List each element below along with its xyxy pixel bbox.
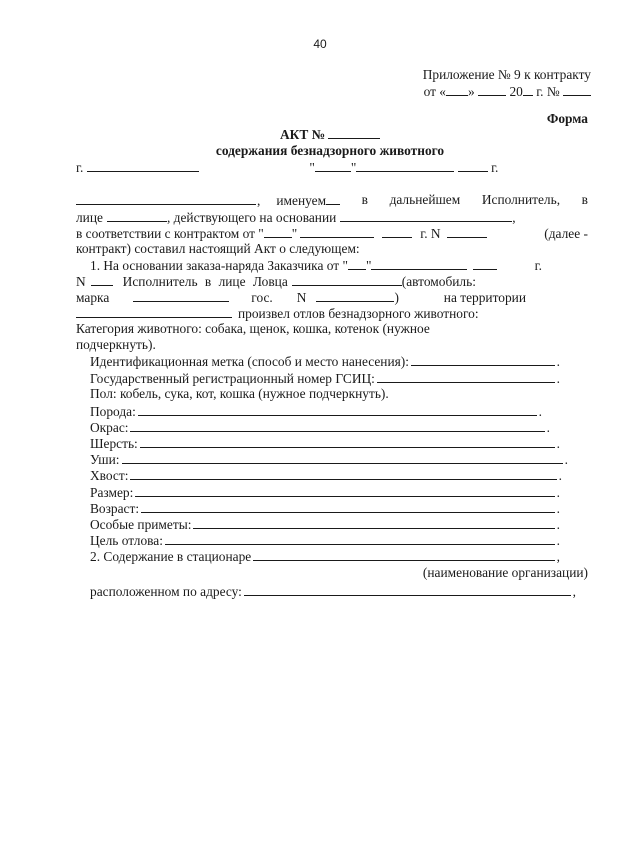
contract-day-blank[interactable]	[264, 225, 292, 238]
date-day-blank[interactable]	[315, 159, 351, 172]
act-title-text: АКТ №	[280, 127, 326, 142]
field-size-dot: .	[556, 485, 560, 500]
caught-text: произвел отлов безнадзорного животного:	[238, 306, 479, 321]
age-blank[interactable]	[141, 500, 555, 513]
intro-comma: ,	[257, 193, 261, 208]
date-quote-close: "	[350, 160, 357, 175]
reg-number-blank[interactable]	[377, 370, 555, 383]
organization-hint: (наименование организации)	[422, 565, 588, 580]
date-year-suffix: г.	[491, 160, 499, 175]
section2-keeping	[90, 548, 560, 565]
appendix-year: 20	[509, 84, 523, 99]
act-subtitle: содержания безнадзорного животного	[215, 143, 445, 158]
city-prefix: г.	[76, 160, 84, 175]
territory-label: на территории	[443, 290, 526, 305]
order-number-blank[interactable]	[91, 273, 113, 286]
field-purpose-label: Цель отлова:	[90, 533, 163, 548]
field-sex: Пол: кобель, сука, кот, кошка (нужное подчеркнуть).	[90, 386, 389, 401]
intro-contract-from: в соответствии с контрактом от "	[76, 226, 264, 241]
day-blank[interactable]	[446, 83, 468, 96]
appendix-line-2	[300, 83, 591, 100]
size-blank[interactable]	[135, 484, 554, 497]
keeping-comma: ,	[556, 549, 560, 564]
field-breed-label: Порода:	[90, 404, 136, 419]
section1-line-6: подчеркнуть).	[76, 337, 156, 352]
field-age-label: Возраст:	[90, 501, 140, 516]
field-breed-dot: .	[538, 404, 542, 419]
order-year-suffix: г.	[534, 258, 542, 273]
order-quote: "	[365, 258, 372, 273]
number-blank[interactable]	[563, 83, 591, 96]
appendix-line-1: Приложение № 9 к контракту	[422, 67, 591, 82]
intro-basis-comma: ,	[512, 210, 516, 225]
month-blank[interactable]	[478, 83, 506, 96]
field-tail	[90, 467, 562, 484]
field-purpose	[90, 532, 560, 549]
address-comma: ,	[572, 584, 576, 599]
date-year-blank[interactable]	[458, 159, 488, 172]
plate-paren: )	[394, 290, 399, 305]
intro-line-1	[76, 192, 588, 209]
tail-blank[interactable]	[130, 467, 556, 480]
marks-blank[interactable]	[193, 516, 554, 529]
field-id-mark	[90, 353, 560, 370]
date-quote-open: "	[309, 160, 315, 175]
field-breed	[90, 403, 542, 420]
field-color	[90, 419, 550, 436]
plate-label-gos: гос.	[251, 290, 273, 305]
keeping-label: 2. Содержание в стационаре	[90, 549, 252, 564]
contract-month-blank[interactable]	[300, 225, 374, 238]
intro-word-v2: в	[581, 192, 588, 207]
contract-number-blank[interactable]	[447, 225, 487, 238]
order-number-label: N	[76, 274, 86, 289]
field-ears-label: Уши:	[90, 452, 120, 467]
intro-word-further: дальнейшем	[389, 192, 461, 207]
field-reg-number-dot: .	[556, 371, 560, 386]
intro-basis-label: , действующего на основании	[166, 210, 337, 225]
vehicle-label: (автомобиль:	[401, 274, 476, 289]
section1-line-4	[76, 305, 588, 322]
field-age-dot: .	[556, 501, 560, 516]
color-blank[interactable]	[130, 419, 544, 432]
appendix-close: »	[468, 84, 475, 99]
field-fur-dot: .	[556, 436, 560, 451]
act-title	[280, 126, 380, 143]
section1-line-1	[90, 257, 542, 274]
territory-blank[interactable]	[76, 305, 232, 318]
order-day-blank[interactable]	[348, 257, 366, 270]
intro-word-v: в	[361, 192, 368, 207]
basis-blank[interactable]	[340, 209, 512, 222]
intro-contract-number: г. N	[420, 226, 441, 241]
field-fur	[90, 435, 560, 452]
contract-year-blank[interactable]	[382, 225, 412, 238]
field-size-label: Размер:	[90, 485, 134, 500]
city-blank[interactable]	[87, 159, 199, 172]
intro-named	[276, 192, 340, 209]
intro-line-4: контракт) составил настоящий Акт о следующем:	[76, 241, 360, 256]
order-from: 1. На основании заказа-наряда Заказчика от "	[90, 258, 348, 273]
field-id-mark-dot: .	[556, 354, 560, 369]
order-year-blank[interactable]	[473, 257, 497, 270]
field-ears-dot: .	[564, 452, 568, 467]
field-color-label: Окрас:	[90, 420, 129, 435]
date-month-blank[interactable]	[356, 159, 454, 172]
intro-named-text: именуем	[276, 193, 327, 208]
field-reg-number-label: Государственный регистрационный номер ГСИЦ:	[90, 371, 375, 386]
field-tail-dot: .	[558, 468, 562, 483]
field-ears	[90, 451, 568, 468]
intro-contract-quote: "	[291, 226, 298, 241]
field-age	[90, 500, 560, 517]
page-number: 40	[313, 37, 327, 51]
intro-person-label: лице	[76, 210, 103, 225]
intro-line-2	[76, 209, 588, 226]
field-size	[90, 484, 560, 501]
intro-hereinafter: (далее -	[544, 226, 588, 241]
section2-address	[90, 583, 576, 600]
field-tail-label: Хвост:	[90, 468, 129, 483]
order-month-blank[interactable]	[371, 257, 467, 270]
section1-line-3	[76, 289, 526, 306]
purpose-blank[interactable]	[165, 532, 555, 545]
id-mark-blank[interactable]	[411, 353, 555, 366]
field-fur-label: Шерсть:	[90, 436, 138, 451]
appendix-number-label: г. №	[536, 84, 560, 99]
field-color-dot: .	[546, 420, 550, 435]
gender-blank[interactable]	[326, 192, 340, 205]
appendix-from: от «	[423, 84, 447, 99]
ears-blank[interactable]	[122, 451, 563, 464]
place-date-line	[76, 159, 506, 176]
fur-blank[interactable]	[140, 435, 555, 448]
year-blank[interactable]	[523, 83, 533, 96]
intro-line-3	[76, 225, 588, 242]
field-marks	[90, 516, 560, 533]
person-blank[interactable]	[107, 209, 167, 222]
contractor-blank[interactable]	[76, 192, 256, 205]
act-number-blank[interactable]	[328, 126, 380, 139]
field-marks-label: Особые приметы:	[90, 517, 192, 532]
organization-blank[interactable]	[253, 548, 554, 561]
field-reg-number	[90, 370, 560, 387]
field-purpose-dot: .	[556, 533, 560, 548]
intro-word-contractor: Исполнитель,	[481, 192, 561, 207]
brand-blank[interactable]	[133, 289, 229, 302]
catcher-label: Исполнитель в лице Ловца	[122, 274, 288, 289]
field-marks-dot: .	[556, 517, 560, 532]
address-label: расположенном по адресу:	[90, 584, 242, 599]
plate-label-n: N	[296, 290, 307, 305]
section1-line-5: Категория животного: собака, щенок, кошка, котенок (нужное	[76, 321, 430, 336]
catcher-blank[interactable]	[292, 273, 402, 286]
breed-blank[interactable]	[138, 403, 537, 416]
field-id-mark-label: Идентификационная метка (способ и место нанесения):	[90, 354, 409, 369]
plate-blank[interactable]	[316, 289, 394, 302]
brand-label: марка	[76, 290, 110, 305]
form-label: Форма	[546, 111, 588, 126]
section1-line-2	[76, 273, 532, 290]
address-blank[interactable]	[244, 583, 571, 596]
